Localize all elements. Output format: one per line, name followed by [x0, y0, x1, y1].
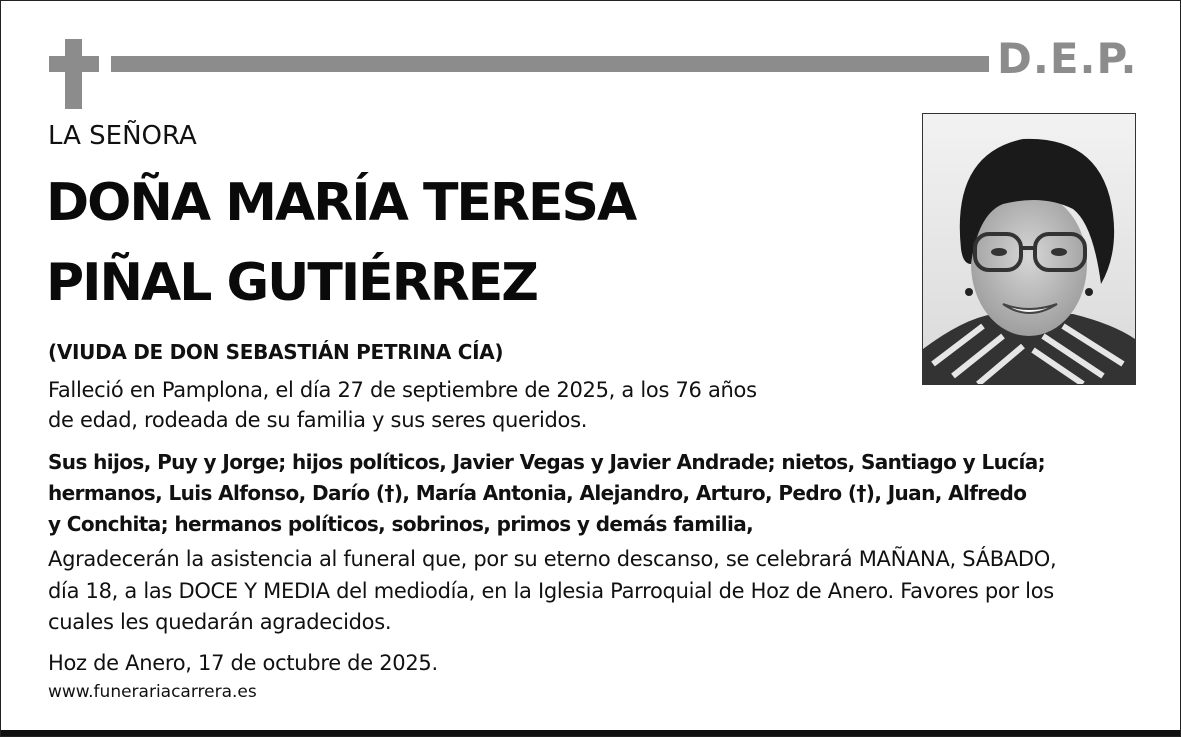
- bottom-border: [1, 730, 1181, 736]
- cross-icon: [65, 39, 82, 109]
- family-line-1: Sus hijos, Puy y Jorge; hijos políticos, Javier Vegas y Javier Andrade; nietos, Santiago y Lucía;: [48, 450, 1046, 474]
- website-link[interactable]: www.funerariacarrera.es: [48, 682, 257, 702]
- portrait-photo: [922, 113, 1136, 385]
- death-line-2: de edad, rodeada de su familia y sus seres queridos.: [48, 408, 588, 432]
- cross-icon-bar: [49, 56, 99, 72]
- dep-label: D.E.P.: [997, 34, 1138, 83]
- deceased-name-line2: PIÑAL GUTIÉRREZ: [46, 253, 538, 313]
- funeral-line-1: Agradecerán la asistencia al funeral que, por su eterno descanso, se celebrará MAÑANA, SÁBADO,: [48, 547, 1057, 571]
- funeral-line-3: cuales les quedarán agradecidos.: [48, 610, 392, 634]
- family-line-2: hermanos, Luis Alfonso, Darío (†), María Antonia, Alejandro, Arturo, Pedro (†), Juan, Alfredo: [48, 481, 1027, 505]
- death-line-1: Falleció en Pamplona, el día 27 de septiembre de 2025, a los 76 años: [48, 378, 757, 402]
- place-date: Hoz de Anero, 17 de octubre de 2025.: [48, 651, 438, 675]
- portrait-image: [923, 114, 1135, 384]
- family-line-3: y Conchita; hermanos políticos, sobrinos, primos y demás familia,: [48, 512, 754, 536]
- title-prefix: LA SEÑORA: [48, 121, 197, 151]
- funeral-line-2: día 18, a las DOCE Y MEDIA del mediodía, en la Iglesia Parroquial de Hoz de Anero. Favores por los: [48, 579, 1054, 603]
- widow-of: (VIUDA DE DON SEBASTIÁN PETRINA CÍA): [48, 340, 504, 364]
- deceased-name-line1: DOÑA MARÍA TERESA: [46, 173, 636, 233]
- header-rule: [111, 56, 989, 72]
